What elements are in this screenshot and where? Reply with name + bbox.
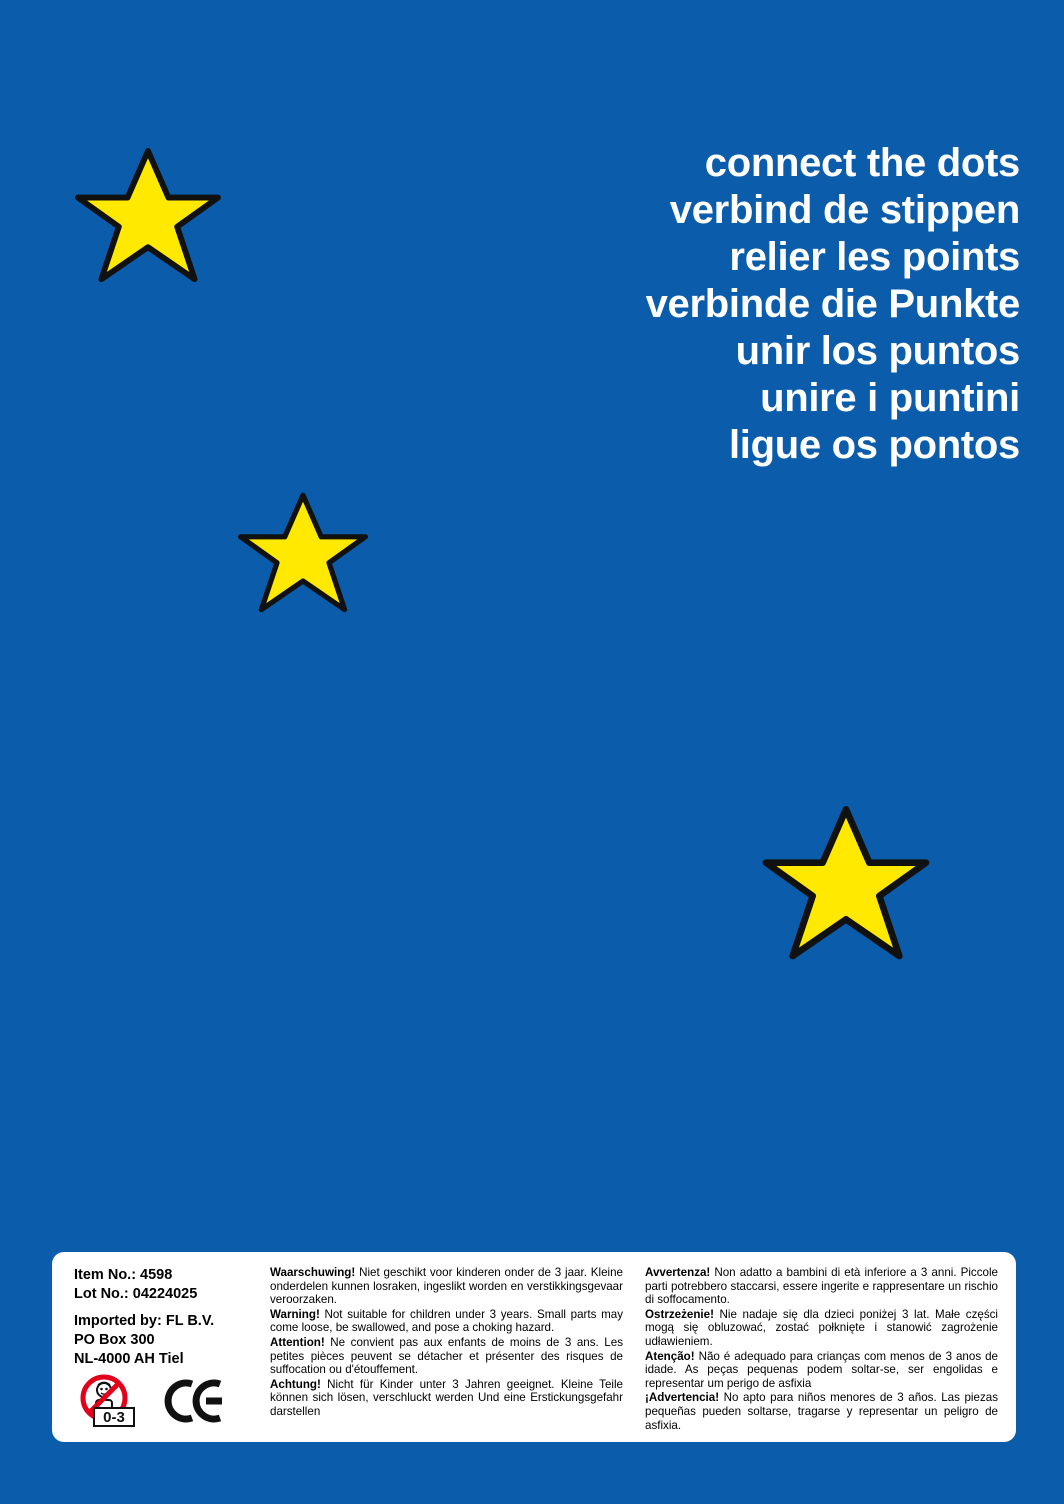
star-bottom-right-icon: [762, 806, 930, 966]
warning-de-text: Nicht für Kinder unter 3 Jahren geeignet. Kleine Teile können sich lösen, verschluckt werden Und eine Erstickungsgefahr darstellen: [270, 1377, 623, 1418]
star-top-left-icon: [74, 148, 222, 288]
warning-pt: [645, 1350, 998, 1391]
warning-nl: [270, 1266, 623, 1307]
warning-en: [270, 1308, 623, 1335]
warnings-column-middle: [260, 1266, 637, 1420]
title-line-es: unir los puntos: [735, 329, 1020, 373]
warning-pl-lead: Ostrzeżenie!: [645, 1307, 714, 1321]
warning-fr-lead: Attention!: [270, 1335, 325, 1349]
warning-pl-text: Nie nadaje się dla dzieci poniżej 3 lat. Małe części mogą się obluzować, zostać połknięte i stanowić zagrożenie udławieniem.: [645, 1307, 998, 1348]
warning-es-text: No apto para niños menores de 3 años. Las piezas pequeñas pueden soltarse, tragarse y representar un peligro de asfixia.: [645, 1391, 998, 1432]
compliance-icons: [74, 1374, 224, 1428]
warning-fr: [270, 1336, 623, 1377]
importer-line-2: PO Box 300: [74, 1332, 155, 1348]
warning-nl-lead: Waarschuwing!: [270, 1266, 356, 1279]
svg-text:0-3: 0-3: [103, 1409, 125, 1426]
warning-es-lead: ¡Advertencia!: [645, 1391, 720, 1405]
warning-fr-text: Ne convient pas aux enfants de moins de 3 ans. Les petites pièces peuvent se détacher et présenter des risques de suffocation ou d'étouffement.: [270, 1335, 623, 1377]
warning-es: [645, 1391, 998, 1432]
warning-it-lead: Avvertenza!: [645, 1266, 711, 1279]
title-line-fr: relier les points: [729, 235, 1020, 279]
title-line-de: verbinde die Punkte: [645, 282, 1020, 326]
star-middle-left-icon: [238, 492, 368, 618]
warning-en-text: Not suitable for children under 3 years. Small parts may come loose, be swallowed, and pose a choking hazard.: [270, 1307, 623, 1335]
warning-it: [645, 1266, 998, 1307]
importer-line-3: NL-4000 AH Tiel: [74, 1351, 184, 1367]
warning-nl-text: Niet geschikt voor kinderen onder de 3 jaar. Kleine onderdelen kunnen losraken, ingeslikt worden en verstikkingsgevaar veroorzaken.: [270, 1266, 623, 1307]
item-number: Item No.: 4598: [74, 1267, 173, 1283]
spacer: [74, 1304, 260, 1312]
warning-en-lead: Warning!: [270, 1307, 320, 1321]
ce-mark-icon: [162, 1378, 224, 1424]
age-restriction-0-3-icon: [74, 1374, 148, 1428]
product-info-panel: [52, 1252, 1016, 1442]
warning-pl: [645, 1308, 998, 1349]
title-line-pt: ligue os pontos: [728, 423, 1020, 467]
warning-pt-lead: Atenção!: [645, 1349, 695, 1363]
warning-pt-text: Não é adequado para crianças com menos de 3 anos de idade. As peças pequenas podem soltar-se, ser engolidas e representar um perigo de asfixia: [645, 1349, 998, 1390]
title-block: [646, 140, 1020, 469]
title-line-nl: verbind de stippen: [669, 188, 1020, 232]
importer-line-1: Imported by: FL B.V.: [74, 1313, 215, 1329]
warnings-column-right: [637, 1266, 1000, 1433]
title-line-en: connect the dots: [704, 141, 1020, 185]
identification-lines: [74, 1266, 260, 1369]
warning-it-text: Non adatto a bambini di età inferiore a 3 anni. Piccole parti potrebbero staccarsi, essere ingerite e rappresentare un rischio di soffocamento.: [645, 1266, 998, 1307]
warning-de: [270, 1378, 623, 1419]
lot-number: Lot No.: 04224025: [74, 1286, 198, 1302]
identification-column: [74, 1266, 260, 1432]
warning-de-lead: Achtung!: [270, 1377, 321, 1391]
title-line-it: unire i puntini: [760, 376, 1020, 420]
